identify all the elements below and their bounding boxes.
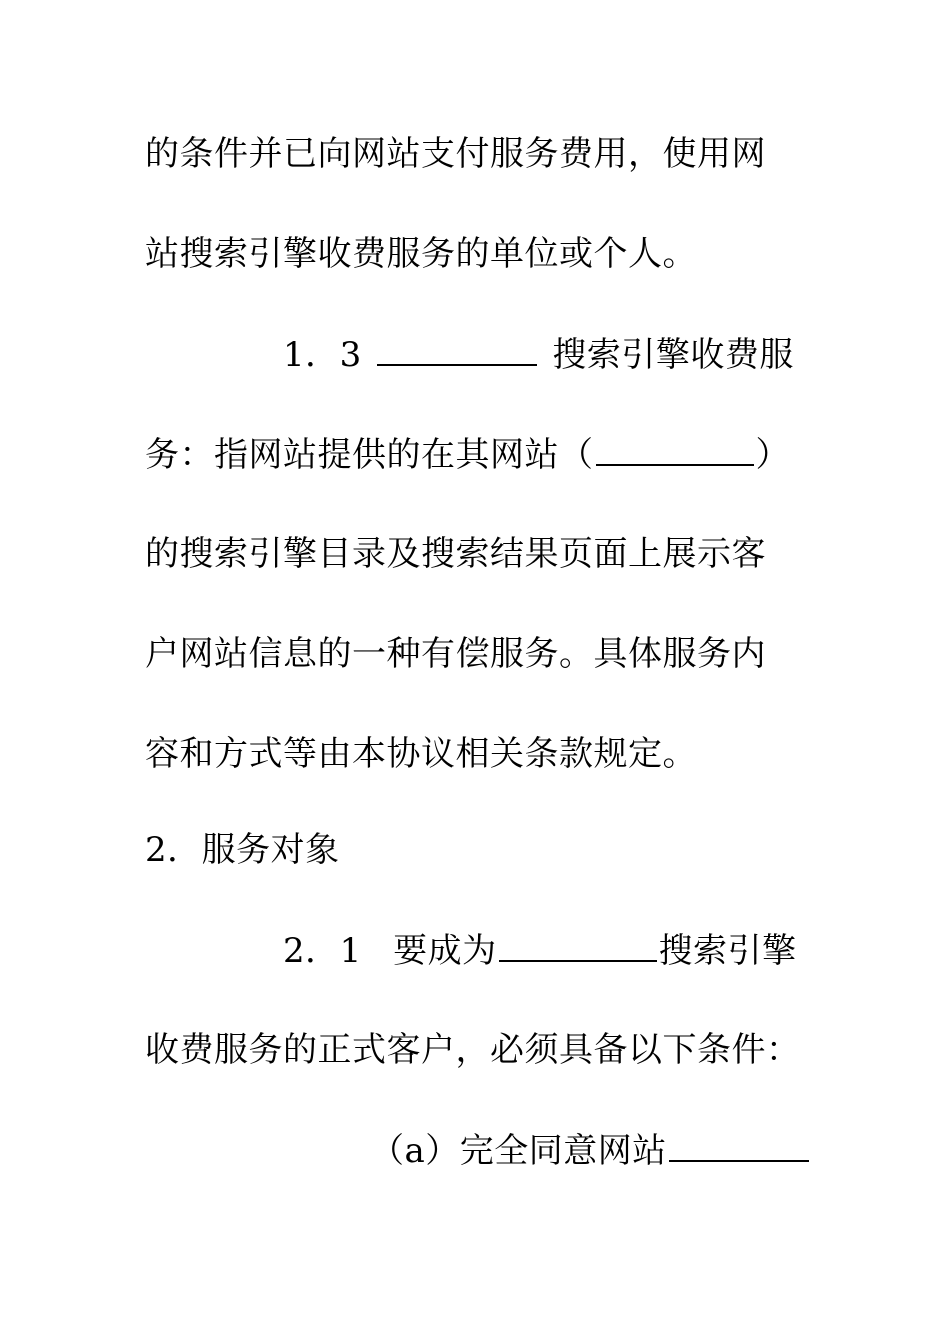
line-text: 的条件并已向网站支付服务费用，使用网 <box>145 134 766 174</box>
line-text: 搜索引擎 <box>658 931 797 971</box>
line-text: 务：指网站提供的在其网站（ <box>145 435 594 475</box>
paragraph-line <box>145 134 766 174</box>
blank-field <box>499 930 657 962</box>
line-text: 收费服务的正式客户，必须具备以下条件： <box>145 1030 801 1070</box>
line-text: 搜索引擎收费服 <box>552 335 794 375</box>
line-text: 的搜索引擎目录及搜索结果页面上展示客 <box>145 534 766 574</box>
clause-heading-2-1 <box>283 930 797 971</box>
line-text: 要成为 <box>393 931 497 971</box>
paragraph-line <box>145 234 697 274</box>
paragraph-line <box>145 634 766 674</box>
line-text: 容和方式等由本协议相关条款规定。 <box>145 734 697 774</box>
paragraph-line <box>145 734 697 774</box>
blank-field <box>669 1130 809 1162</box>
line-text: 站搜索引擎收费服务的单位或个人。 <box>145 234 697 274</box>
blank-field <box>377 334 537 366</box>
blank-field <box>596 434 754 466</box>
section-heading <box>145 830 340 870</box>
line-text: ） <box>755 435 790 475</box>
clause-heading-1-3 <box>283 334 794 375</box>
line-text: 户网站信息的一种有偿服务。具体服务内 <box>145 634 766 674</box>
list-item-a <box>370 1130 809 1171</box>
paragraph-line <box>145 434 790 475</box>
line-text: （a）完全同意网站 <box>370 1131 667 1171</box>
section-title: 2．服务对象 <box>145 830 340 870</box>
clause-number: 2．1 <box>283 931 362 971</box>
clause-number: 1．3 <box>283 335 362 375</box>
paragraph-line <box>145 1030 801 1070</box>
paragraph-line <box>145 534 766 574</box>
